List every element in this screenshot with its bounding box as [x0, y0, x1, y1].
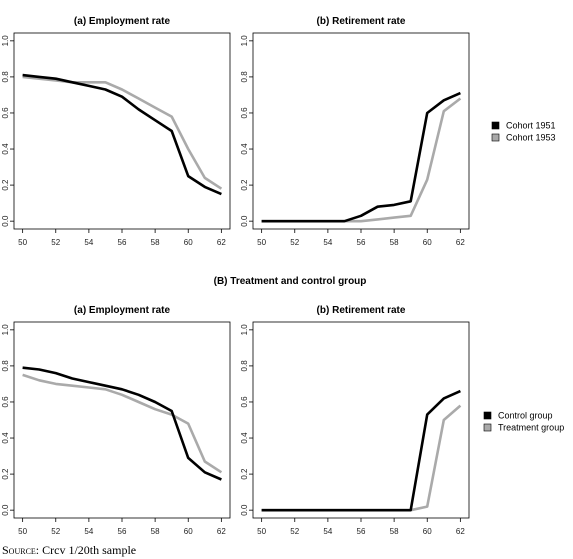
source-note [2, 543, 136, 558]
x-tick-label: 56 [356, 238, 366, 247]
x-tick-label: 54 [84, 527, 94, 536]
y-tick-label: 0.0 [1, 504, 11, 516]
x-tick-label: 50 [18, 527, 28, 536]
y-tick-label: 0.0 [240, 504, 250, 516]
legend-label: Control group [498, 410, 553, 421]
y-tick-label: 0.2 [1, 179, 11, 191]
y-tick-label: 1.0 [1, 324, 11, 336]
legend-2 [484, 410, 564, 432]
x-tick-label: 52 [51, 238, 61, 247]
y-tick-label: 0.2 [1, 468, 11, 480]
y-tick-label: 0.2 [240, 468, 250, 480]
series-line-cohort-1953 [262, 99, 461, 222]
series-line-cohort-1951 [23, 75, 222, 194]
x-tick-label: 54 [323, 238, 333, 247]
y-tick-label: 0.0 [240, 215, 250, 227]
legend-label: Cohort 1951 [506, 120, 556, 131]
y-tick-label: 0.8 [1, 71, 11, 83]
y-tick-label: 0.4 [1, 143, 11, 155]
section-title: (B) Treatment and control group [213, 276, 367, 287]
x-tick-label: 62 [455, 527, 465, 536]
legend-label: Treatment group [498, 422, 565, 433]
series-line-treatment-group [262, 406, 461, 511]
x-tick-label: 52 [290, 238, 300, 247]
x-tick-label: 58 [150, 527, 160, 536]
source-text: Crcv 1/20th sample [42, 543, 137, 557]
y-tick-label: 0.8 [240, 360, 250, 372]
plot-frame [253, 322, 469, 518]
plot-frame [14, 322, 230, 518]
panel-title: (a) Employment rate [73, 16, 171, 27]
x-tick-label: 60 [422, 527, 432, 536]
panel-2 [240, 16, 469, 247]
x-tick-label: 58 [389, 238, 399, 247]
y-tick-label: 0.4 [1, 432, 11, 444]
panel-title: (b) Retirement rate [316, 305, 406, 316]
y-tick-label: 0.6 [1, 396, 11, 408]
x-tick-label: 58 [389, 527, 399, 536]
panel-1 [1, 16, 230, 247]
x-tick-label: 60 [183, 238, 193, 247]
x-tick-label: 54 [84, 238, 94, 247]
x-tick-label: 56 [117, 527, 127, 536]
y-tick-label: 0.8 [1, 360, 11, 372]
x-tick-label: 56 [117, 238, 127, 247]
legend-swatch [492, 122, 499, 129]
series-line-cohort-1953 [23, 77, 222, 189]
y-tick-label: 1.0 [240, 35, 250, 47]
panel-3 [1, 305, 230, 536]
y-tick-label: 0.6 [1, 107, 11, 119]
x-tick-label: 58 [150, 238, 160, 247]
panel-title: (b) Retirement rate [316, 16, 406, 27]
y-tick-label: 0.4 [240, 432, 250, 444]
x-tick-label: 54 [323, 527, 333, 536]
y-tick-label: 1.0 [1, 35, 11, 47]
x-tick-label: 52 [51, 527, 61, 536]
y-tick-label: 0.6 [240, 396, 250, 408]
plot-frame [253, 33, 469, 229]
x-tick-label: 56 [356, 527, 366, 536]
x-tick-label: 62 [216, 527, 226, 536]
x-tick-label: 52 [290, 527, 300, 536]
x-tick-label: 50 [18, 238, 28, 247]
y-tick-label: 1.0 [240, 324, 250, 336]
x-tick-label: 62 [455, 238, 465, 247]
x-tick-label: 60 [183, 527, 193, 536]
x-tick-label: 60 [422, 238, 432, 247]
panel-4 [240, 305, 469, 536]
plot-frame [14, 33, 230, 229]
legend-swatch [484, 424, 491, 431]
y-tick-label: 0.2 [240, 179, 250, 191]
y-tick-label: 0.8 [240, 71, 250, 83]
source-label: Source: [2, 543, 40, 557]
legend-swatch [484, 412, 491, 419]
y-tick-label: 0.4 [240, 143, 250, 155]
legend-label: Cohort 1953 [506, 132, 556, 143]
panel-title: (a) Employment rate [73, 305, 171, 316]
legend-1 [492, 120, 556, 142]
y-tick-label: 0.0 [1, 215, 11, 227]
x-tick-label: 50 [257, 238, 267, 247]
x-tick-label: 50 [257, 527, 267, 536]
y-tick-label: 0.6 [240, 107, 250, 119]
x-tick-label: 62 [216, 238, 226, 247]
series-line-cohort-1951 [262, 93, 461, 221]
legend-swatch [492, 134, 499, 141]
